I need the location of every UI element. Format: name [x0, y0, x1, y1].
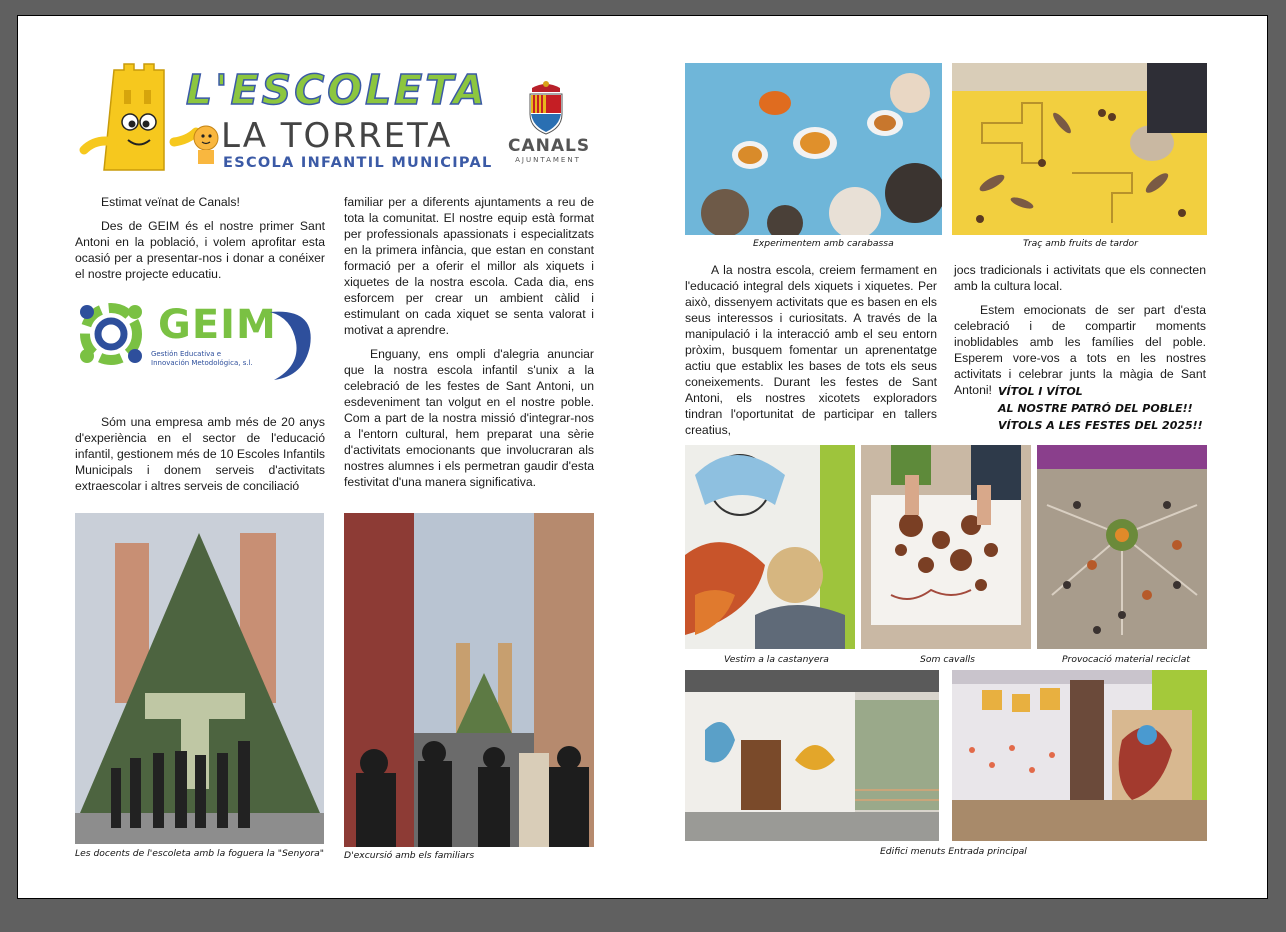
docents-caption: Les docents de l'escoleta amb la foguera la "Senyora"	[75, 848, 324, 859]
logo-subtitle: ESCOLA INFANTIL MUNICIPAL	[223, 155, 493, 171]
intro-column	[75, 194, 325, 282]
cavalls-photo	[861, 445, 1031, 649]
tardor-photo	[952, 63, 1207, 235]
greeting: Estimat veïnat de Canals!	[101, 195, 240, 209]
council-name: CANALS	[508, 136, 591, 156]
entrada-photo	[952, 670, 1207, 841]
cheer-line-2: AL NOSTRE PATRÓ DEL POBLE!!	[998, 402, 1193, 415]
team-paragraph: familiar per a diferents ajuntaments a reu de tota la comunitat. El nostre equip està format per professionals apassionats i especialitzats en la primera infància, que estan en constant formació per a oferir el millor als xiquets i xiquetes de la nostra escola. Cada dia, ens esforcem per crear un ambient càlid i estimulant on cada xiquet se senta valorat i motivat a aprendre.	[344, 195, 594, 337]
logo-word-top: L'ESCOLETA	[186, 66, 488, 114]
docents-photo	[75, 513, 324, 844]
castanyera-caption: Vestim a la castanyera	[724, 654, 829, 665]
geim-tagline-1: Gestión Educativa e	[151, 350, 222, 358]
cheer-line-3: VÍTOLS A LES FESTES DEL 2025!!	[998, 419, 1203, 432]
excursio-caption: D'excursió amb els familiars	[344, 850, 475, 861]
castanyera-photo	[685, 445, 855, 649]
celebration-paragraph: Estem emocionats de ser part d'esta celebració i de compartir moments inoblidables amb les famílies del poble. Esperem vore-vos a tots en les nostres activitats i celebrar junts la màgia de Sant Antoni!	[954, 303, 1206, 397]
reciclat-caption: Provocació material reciclat	[1062, 654, 1190, 665]
education-paragraph: A la nostra escola, creiem fermament en l'educació integral dels xiquets i xiquetes. Per això, dissenyem activitats que es basen en els seus interessos i curiositats. A través de la manipulació i la interacció amb el seu entorn pròxim, busquem fomentar un aprenentatge actiu que establix les bases de tots els seus coneixements. Durant les festes de Sant Antoni, els nostres xicotets exploradors tindran l'oportunitat de participar en tallers creatius,	[685, 263, 937, 437]
edifici-caption: Edifici menuts Entrada principal	[880, 846, 1027, 857]
geim-name: GEIM	[158, 302, 277, 348]
newsletter-page	[17, 15, 1268, 899]
intro-paragraph: Des de GEIM és el nostre primer Sant Antoni en la població, i volem aprofitar esta ocasió per a presentar-nos i donar a conéixer el nostre projecte educatiu.	[75, 219, 325, 281]
geim-tagline-2: Innovación Metodológica, s.l.	[151, 359, 253, 367]
reciclat-photo	[1037, 445, 1207, 649]
sant-antoni-paragraph: Enguany, ens ompli d'alegria anunciar que la nostra escola infantil s'unix a la celebració de les festes de Sant Antoni, un esdeveniment tan volgut en el nostre poble. Com a part de la nostra missió d'integrar-nos a l'entorn cultural, hem preparat una sèrie d'activitats emocionants que involucraran als nostres alumnes i els permetran gaudir d'esta festivitat d'una manera significativa.	[344, 347, 594, 489]
education-column	[685, 262, 937, 438]
canals-crest-icon	[524, 80, 568, 136]
geim-logo-icon	[75, 300, 155, 368]
cheer-line-1: VÍTOL I VÍTOL	[998, 385, 1083, 398]
carabassa-photo	[685, 63, 942, 235]
company-column	[75, 414, 325, 494]
council-sub: AJUNTAMENT	[515, 156, 581, 164]
logo-word-main: LA TORRETA	[221, 116, 453, 156]
cavalls-caption: Som cavalls	[920, 654, 975, 665]
culture-paragraph: jocs tradicionals i activitats que els connecten amb la cultura local.	[954, 263, 1206, 293]
carabassa-caption: Experimentem amb carabassa	[753, 238, 894, 249]
company-paragraph: Sóm una empresa amb més de 20 anys d'experiència en el sector de l'educació infantil, gestionem més de 10 Escoles Infantils Municipals i donem serveis d'activitats extraescolar i altres serveis de conciliació	[75, 415, 325, 493]
geim-swoosh-icon	[256, 306, 318, 382]
tardor-caption: Traç amb fruits de tardor	[1023, 238, 1138, 249]
closing-column	[954, 262, 1206, 398]
edifici-photo	[685, 670, 939, 841]
mission-column	[344, 194, 594, 490]
excursio-photo	[344, 513, 594, 847]
